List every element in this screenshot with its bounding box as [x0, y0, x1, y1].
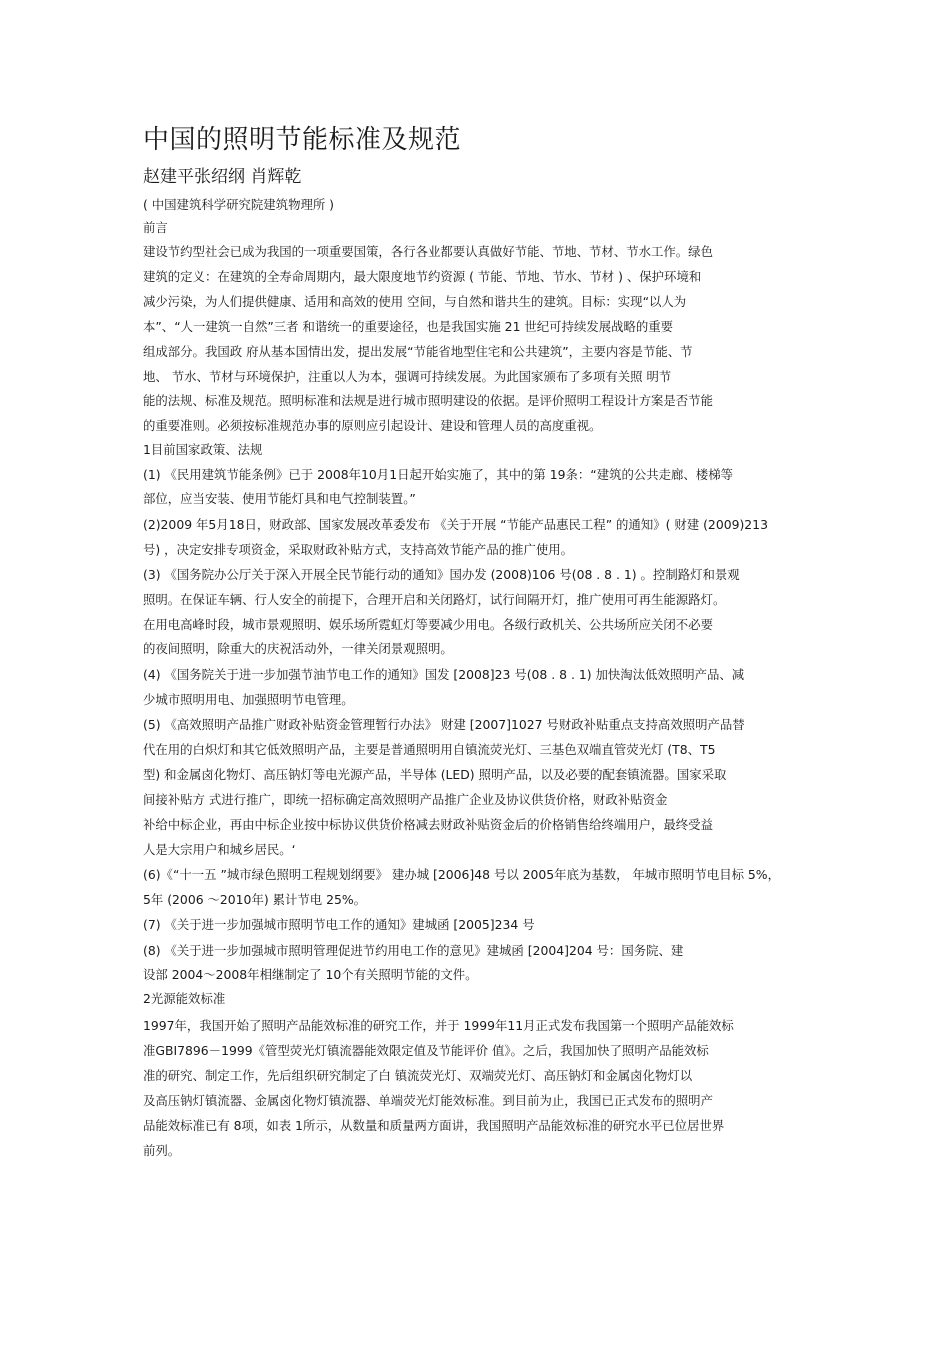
- text-line: (4) 《国务院关于进一步加强节油节电工作的通知》国发 [2008]23 号(08 . 8 . 1) 加快淘汰低效照明产品、减: [143, 667, 745, 682]
- text-line: 建设节约型社会已成为我国的一项重要国策，各行各业都要认真做好节能、节地、节材、节水工作。绿色: [143, 244, 713, 259]
- affiliation: ( 中国建筑科学研究院建筑物理所 ): [143, 197, 335, 212]
- text-line: 能的法规、标准及规范。照明标准和法规是进行城市照明建设的依据。是评价照明工程设计方案是否节能: [143, 393, 713, 408]
- text-line: 5年 (2006 ～2010年) 累计节电 25%。: [143, 892, 367, 907]
- section-heading-2: 2光源能效标准: [143, 991, 226, 1006]
- text-line: (7) 《关于进一步加强城市照明节电工作的通知》建城函 [2005]234 号: [143, 917, 535, 932]
- document-title: 中国的照明节能标准及规范: [143, 125, 462, 155]
- text-line: 建筑的定义：在建筑的全寿命周期内，最大限度地节约资源 ( 节能、节地、节水、节材 ) 、保护环境和: [143, 269, 702, 284]
- text-line: 1997年，我国开始了照明产品能效标准的研究工作，并于 1999年11月正式发布我国第一个照明产品能效标: [143, 1018, 734, 1033]
- text-line: 减少污染，为人们提供健康、适用和高效的使用 空间，与自然和谐共生的建筑。目标：实现“以人为: [143, 294, 687, 309]
- text-line: 照明。在保证车辆、行人安全的前提下，合理开启和关闭路灯，试行间隔开灯，推广使用可再生能源路灯。: [143, 592, 726, 607]
- text-line: 地、 节水、节材与环境保护，注重以人为本，强调可持续发展。为此国家颁布了多项有关照 明节: [143, 369, 672, 384]
- text-line: (3) 《国务院办公厅关于深入开展全民节能行动的通知》国办发 (2008)106 号(08 . 8 . 1) 。控制路灯和景观: [143, 567, 740, 582]
- text-line: 型) 和金属卤化物灯、高压钠灯等电光源产品，半导体 (LED) 照明产品，以及必要的配套镇流器。国家采取: [143, 767, 727, 782]
- text-line: 准GBI7896－1999《管型荧光灯镇流器能效限定值及节能评价 值》。之后，我国加快了照明产品能效标: [143, 1043, 709, 1058]
- text-line: 的夜间照明，除重大的庆祝活动外，一律关闭景观照明。: [143, 641, 453, 656]
- text-line: 的重要准则。必须按标准规范办事的原则应引起设计、建设和管理人员的高度重视。: [143, 418, 602, 433]
- text-line: (6)《“十一五 ”城市绿色照明工程规划纲要》 建办城 [2006]48 号以 2005年底为基数， 年城市照明节电目标 5%，: [143, 867, 780, 882]
- text-line: 人是大宗用户和城乡居民。‘: [143, 842, 296, 857]
- text-line: 间接补贴方 式进行推广，即统一招标确定高效照明产品推广企业及协议供货价格，财政补贴资金: [143, 792, 668, 807]
- authors: 赵建平张绍纲 肖辉乾: [143, 167, 302, 187]
- text-line: (5) 《高效照明产品推广财政补贴资金管理暂行办法》 财建 [2007]1027 号财政补贴重点支持高效照明产品替: [143, 717, 745, 732]
- text-line: 代在用的白炽灯和其它低效照明产品，主要是普通照明用自镇流荧光灯、三基色双端直管荧光灯 (T8、T5: [143, 742, 716, 757]
- text-line: 设部 2004～2008年相继制定了 10个有关照明节能的文件。: [143, 967, 478, 982]
- section-heading-1: 1目前国家政策、法规: [143, 442, 263, 457]
- text-line: 补给中标企业，再由中标企业按中标协议供货价格减去财政补贴资金后的价格销售给终端用户，最终受益: [143, 817, 713, 832]
- text-line: 准的研究、制定工作，先后组织研究制定了白 镇流荧光灯、双端荧光灯、高压钠灯和金属卤化物灯以: [143, 1068, 693, 1083]
- text-line: (1) 《民用建筑节能条例》已于 2008年10月1日起开始实施了，其中的第 19条：“建筑的公共走廊、楼梯等: [143, 467, 733, 482]
- text-line: (2)2009 年5月18日，财政部、国家发展改革委发布 《关于开展 “节能产品惠民工程” 的通知》( 财建 (2009)213: [143, 517, 768, 532]
- text-line: 部位，应当安装、使用节能灯具和电气控制装置。”: [143, 491, 416, 506]
- section-preface-heading: 前言: [143, 220, 168, 235]
- text-line: (8) 《关于进一步加强城市照明管理促进节约用电工作的意见》建城函 [2004]204 号：国务院、建: [143, 943, 684, 958]
- text-line: 本”、“人一建筑一自然”三者 和谐统一的重要途径，也是我国实施 21 世纪可持续发展战略的重要: [143, 319, 674, 334]
- text-line: 及高压钠灯镇流器、金属卤化物灯镇流器、单端荧光灯能效标准。到目前为止，我国已正式发布的照明产: [143, 1093, 713, 1108]
- text-line: 在用电高峰时段，城市景观照明、娱乐场所霓虹灯等要减少用电。各级行政机关、公共场所应关闭不必要: [143, 617, 713, 632]
- text-line: 前列。: [143, 1143, 181, 1158]
- text-line: 少城市照明用电、加强照明节电管理。: [143, 692, 354, 707]
- text-line: 组成部分。我国政 府从基本国情出发，提出发展“节能省地型住宅和公共建筑”，主要内容是节能、节: [143, 344, 693, 359]
- text-line: 品能效标准已有 8项，如表 1所示，从数量和质量两方面讲，我国照明产品能效标准的研究水平已位居世界: [143, 1118, 725, 1133]
- text-line: 号) ，决定安排专项资金，采取财政补贴方式，支持高效节能产品的推广使用。: [143, 542, 574, 557]
